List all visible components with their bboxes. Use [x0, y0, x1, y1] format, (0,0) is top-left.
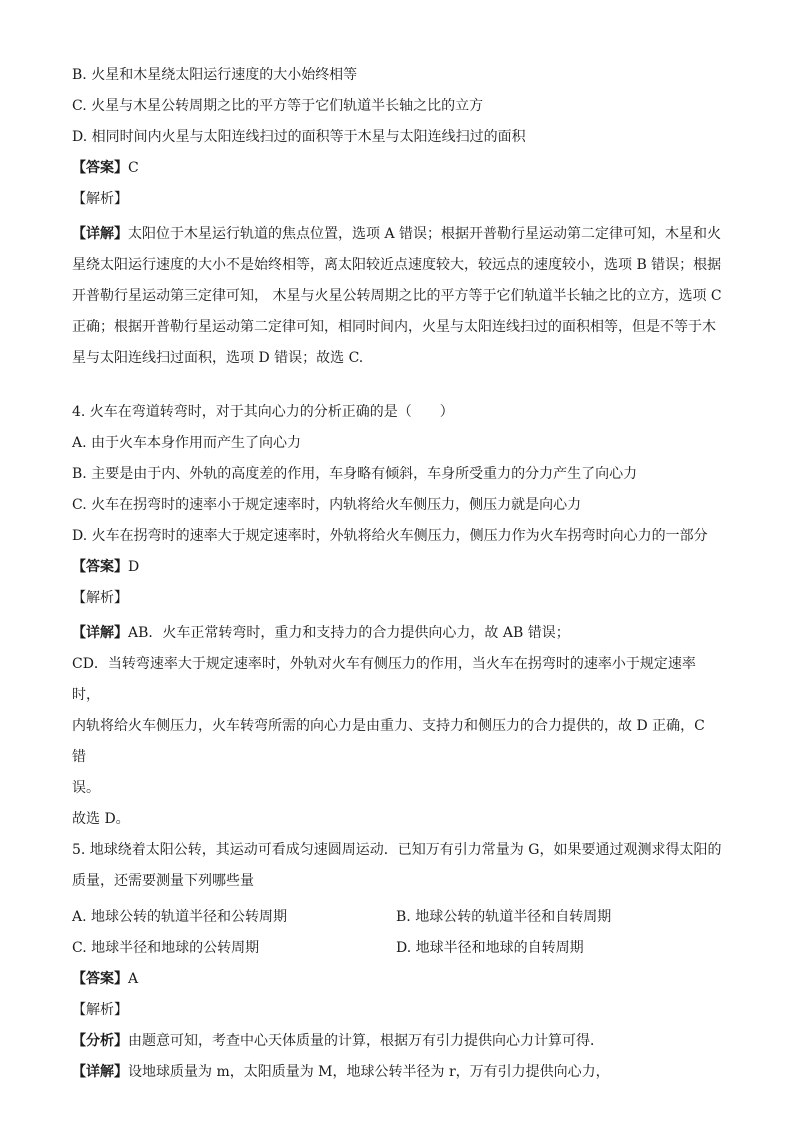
q4-detail-line-2: CD．当转弯速率大于规定速率时，外轨对火车有侧压力的作用，当火车在拐弯时的速率小于规定速率时，	[72, 656, 696, 703]
answer-tag: 【答案】	[72, 971, 128, 987]
q4-option-d: D. 火车在拐弯时的速率大于规定速率时，外轨将给火车侧压力，侧压力作为火车拐弯时向心力的一部分	[72, 528, 708, 544]
detail-tag: 【详解】	[72, 625, 128, 641]
section-spacer	[72, 374, 722, 392]
answer-tag: 【答案】	[72, 559, 128, 575]
q4-option-a: A. 由于火车本身作用而产生了向心力	[72, 435, 302, 451]
q5-stem	[72, 835, 722, 897]
q5-analysis-tag: 【解析】	[72, 1002, 128, 1018]
q3-analysis-tag: 【解析】	[72, 191, 128, 207]
q4-option-c: C. 火车在拐弯时的速率小于规定速率时，内轨将给火车侧压力，侧压力就是向心力	[72, 497, 582, 513]
q5-analysis: 【分析】由题意可知，考查中心天体质量的计算，根据万有引力提供向心力计算可得．	[72, 1033, 604, 1049]
answer-value: A	[128, 971, 139, 987]
q5-answer	[72, 968, 722, 990]
q3-answer	[72, 157, 722, 179]
q5-options-row-2	[72, 937, 722, 959]
q4-detail	[72, 618, 722, 835]
q4-detail-line-5: 故选 D。	[72, 811, 130, 827]
q4-detail-line-1: 【详解】AB．火车正常转弯时，重力和支持力的合力提供向心力，故 AB 错误；	[72, 625, 570, 641]
q4-analysis-tag: 【解析】	[72, 590, 128, 606]
q4-detail-line-4: 误。	[72, 780, 100, 796]
q5-options-row-1	[72, 906, 722, 928]
q5-option-c: C. 地球半径和地球的公转周期	[72, 940, 260, 956]
answer-tag: 【答案】	[72, 160, 128, 176]
answer-value: C	[128, 160, 139, 176]
q4-option-b: B. 主要是由于内、外轨的高度差的作用，车身略有倾斜，车身所受重力的分力产生了向心力	[72, 466, 638, 482]
detail-tag: 【详解】	[72, 226, 128, 242]
document-content	[72, 64, 722, 1083]
q5-option-d: D. 地球半径和地球的自转周期	[396, 940, 584, 956]
q3-detail-line-5: 星与太阳连线扫过面积，选项 D 错误；故选 C.	[72, 350, 364, 366]
q4-detail-line-3: 内轨将给火车侧压力，火车转弯所需的向心力是由重力、支持力和侧压力的合力提供的，故 D 正确，C 错	[72, 718, 705, 765]
q5-stem-line-1: 5. 地球绕着太阳公转，其运动可看成匀速圆周运动．已知万有引力常量为 G，如果要通过观测求得太阳的	[72, 842, 722, 858]
q5-option-b: B. 地球公转的轨道半径和自转周期	[396, 909, 612, 925]
q3-detail-line-4: 正确；根据开普勒行星运动第二定律可知，相同时间内，火星与太阳连线扫过的面积相等，但是不等于木	[72, 319, 716, 335]
q3-detail-line-1: 【详解】太阳位于木星运行轨道的焦点位置，选项 A 错误；根据开普勒行星运动第二定律可知，木星和火	[72, 226, 722, 242]
q3-option-b: B. 火星和木星绕太阳运行速度的大小始终相等	[72, 67, 358, 83]
q3-detail-line-2: 星绕太阳运行速度的大小不是始终相等，离太阳较近点速度较大，较远点的速度较小，选项 B 错误；根据	[72, 257, 722, 273]
q4-stem: 4. 火车在弯道转弯时，对于其向心力的分析正确的是（ ）	[72, 404, 454, 420]
analysis-sub-tag: 【分析】	[72, 1033, 128, 1049]
q3-detail-line-3: 开普勒行星运动第三定律可知， 木星与火星公转周期之比的平方等于它们轨道半长轴之比的立方，选项 C	[72, 288, 722, 304]
q5-option-a: A. 地球公转的轨道半径和公转周期	[72, 909, 288, 925]
q5-detail: 【详解】设地球质量为 m，太阳质量为 M，地球公转半径为 r，万有引力提供向心力，	[72, 1064, 610, 1080]
q3-detail	[72, 219, 722, 374]
answer-value: D	[128, 559, 140, 575]
detail-tag: 【详解】	[72, 1064, 128, 1080]
q3-option-c: C. 火星与木星公转周期之比的平方等于它们轨道半长轴之比的立方	[72, 98, 484, 114]
q4-answer	[72, 556, 722, 578]
q5-stem-line-2: 质量，还需要测量下列哪些量	[72, 873, 254, 889]
q3-option-d: D. 相同时间内火星与太阳连线扫过的面积等于木星与太阳连线扫过的面积	[72, 129, 526, 145]
